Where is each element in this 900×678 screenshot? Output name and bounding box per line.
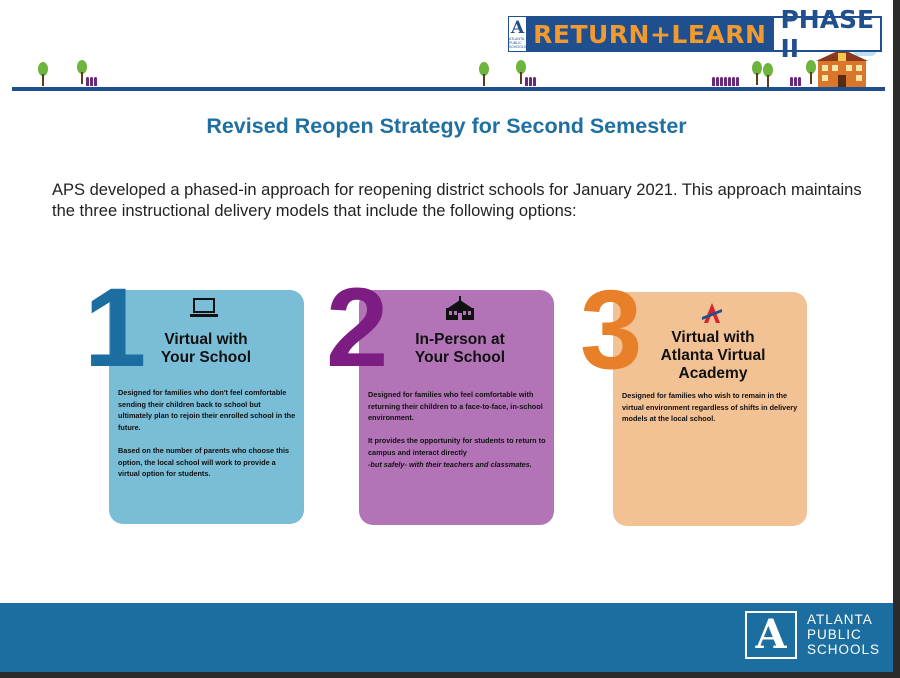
tree-icon [38,62,48,86]
banner-ground-line [12,87,885,91]
phase-text: PHASE II [772,16,882,52]
option-title-3: Virtual with Atlanta Virtual Academy [660,329,766,382]
atlanta-virtual-academy-logo-icon [700,301,724,325]
return-learn-banner [508,5,875,63]
option-number-1: 1 [84,265,147,390]
option-title-1: Virtual with Your School [160,331,252,366]
intro-paragraph: APS developed a phased-in approach for reopening district schools for January 2021. This approach maintains the three instructional delivery models that include the following options: [52,181,862,220]
return-learn-text: RETURN+LEARN [527,16,772,52]
option-title-2: In-Person at Your School [414,331,506,366]
school-building-icon [444,296,476,322]
tree-icon [479,62,489,86]
people-icon [790,76,801,86]
aps-small-logo: A ATLANTA PUBLIC SCHOOLS [508,16,527,52]
option-description-1: Designed for families who don't feel comfortable sending their children back to school but ultimately plan to rejoin their enrolled school in the future. Based on the number of parents who choose this option, the local school will work to provide a virtual option for students. [118,388,296,479]
laptop-icon [189,297,219,319]
page-title: Revised Reopen Strategy for Second Semester [206,114,687,138]
tree-icon [763,63,773,87]
aps-wordmark: ATLANTA PUBLIC SCHOOLS [807,612,881,657]
aps-logo-icon: A [745,611,797,659]
people-icon [86,76,97,86]
people-icon [525,76,536,86]
option-description-3: Designed for families who wish to remain in the virtual environment regardless of shifts in delivery models at the local school. [622,391,798,424]
option-number-2: 2 [326,265,389,390]
option-description-2: Designed for families who feel comfortable with returning their children to a face-to-face, in-school environment. It provides the opportunity for students to return to campus and interact directly -but safely- with their teachers and classmates. [368,390,546,469]
option-number-3: 3 [580,267,643,392]
window-edge-bottom [0,672,900,678]
people-icon [712,76,739,86]
window-edge-right [893,0,900,678]
tree-icon [752,61,762,85]
